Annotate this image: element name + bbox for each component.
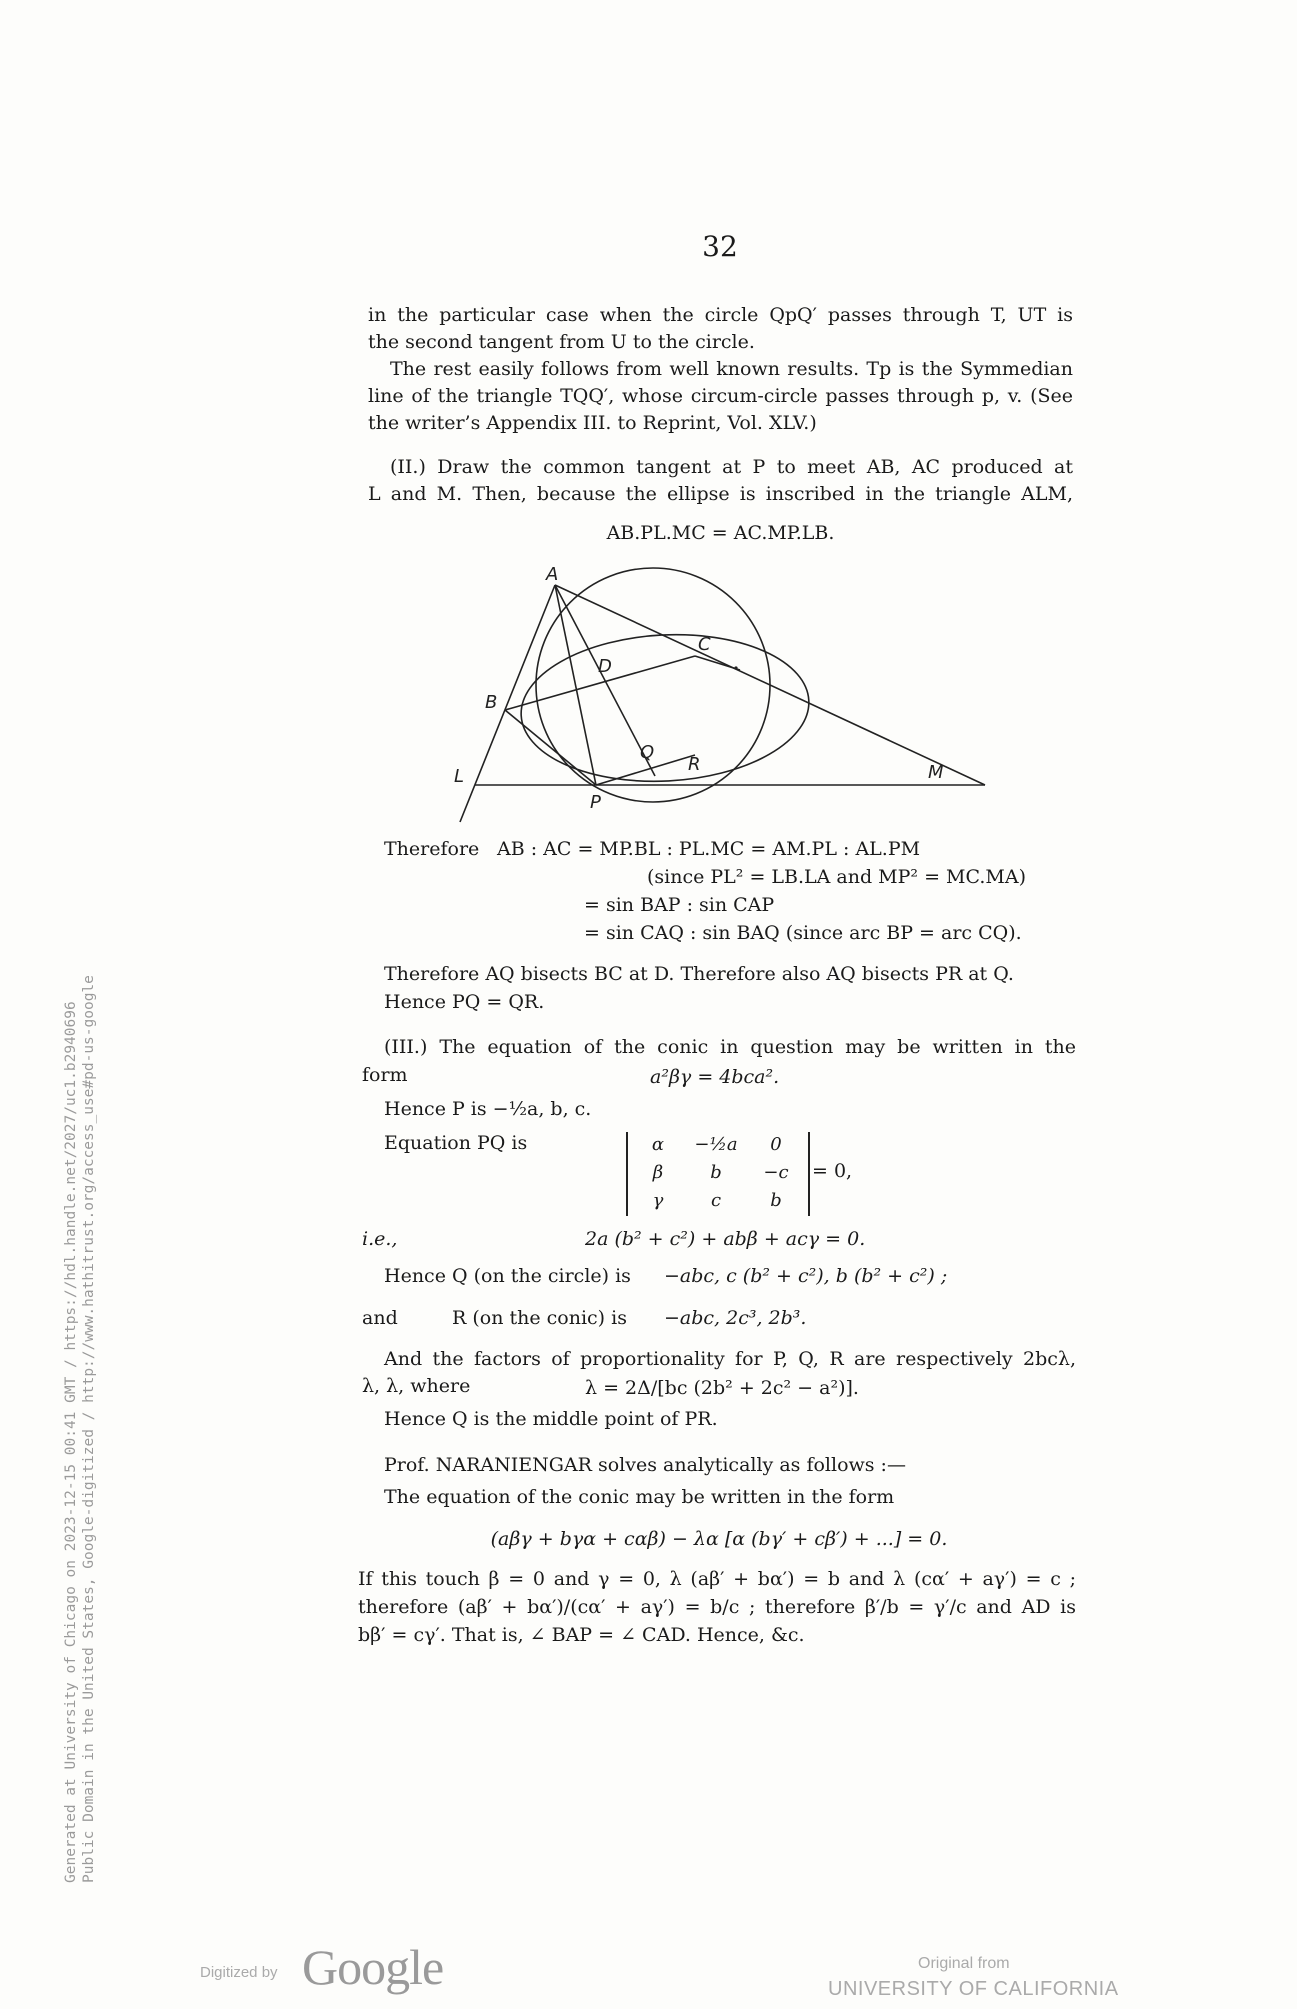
prof-line3: If this touch β = 0 and γ = 0, λ (aβ′ + bα′) = b and λ (cα′ + aγ′) = c ; <box>358 1568 1076 1590</box>
prof-line1: Prof. NARANIENGAR solves analytically as follows :— <box>384 1454 906 1476</box>
sidebar-line2: Public Domain in the United States, Google-digitized / http://www.hathitrust.org/access_use#pd-us-google <box>81 975 97 1883</box>
det-cell: 0 <box>770 1134 782 1155</box>
label-m: M <box>928 762 944 783</box>
det-cell: β <box>652 1162 664 1183</box>
r-label: R (on the conic) is <box>452 1307 627 1329</box>
label-a: A <box>546 564 559 585</box>
det-cell: α <box>651 1134 665 1155</box>
det-cell: c <box>710 1190 722 1211</box>
line-cm-short <box>695 656 740 670</box>
therefore-line4: = sin CAQ : sin BAQ (since arc BP = arc CQ). <box>584 922 1022 944</box>
prof-equation: (aβγ + bγα + cαβ) − λα [α (bγ′ + cβ′) + ...] = 0. <box>490 1528 948 1550</box>
det-cell: b <box>770 1190 782 1211</box>
prof-line5: bβ′ = cγ′. That is, ∠ BAP = ∠ CAD. Hence, &c. <box>358 1624 805 1646</box>
det-cell: b <box>710 1162 722 1183</box>
factors-line1: And the factors of proportionality for P, Q, R are respectively 2bcλ, <box>384 1348 1076 1370</box>
lambda-equation: λ = 2Δ/[bc (2b² + 2c² − a²)]. <box>585 1377 859 1399</box>
ie-equation: 2a (b² + c²) + abβ + acγ = 0. <box>585 1228 866 1250</box>
part2-equation: AB.PL.MC = AC.MP.LB. <box>606 522 835 544</box>
hence-q-values: −abc, c (b² + c²), b (b² + c²) ; <box>664 1265 948 1287</box>
page-number: 32 <box>702 230 738 263</box>
para2-line1: The rest easily follows from well known results. Tp is the Symmedian <box>390 358 1073 380</box>
hence-q-label: Hence Q (on the circle) is <box>384 1265 631 1287</box>
label-b: B <box>485 692 498 713</box>
line-ap <box>555 585 596 785</box>
para1-line1: in the particular case when the circle QpQ′ passes through T, UT is <box>368 304 1073 326</box>
label-d: D <box>598 656 612 677</box>
para2-line3: the writer’s Appendix III. to Reprint, Vol. XLV.) <box>368 412 817 434</box>
part3-form-eq: a²βγ = 4bca². <box>650 1066 780 1088</box>
therefore-line2: (since PL² = LB.LA and MP² = MC.MA) <box>647 866 1026 888</box>
google-logo: Google <box>302 1939 444 1995</box>
part2-line2: L and M. Then, because the ellipse is inscribed in the triangle ALM, <box>368 483 1073 505</box>
det-cell: γ <box>652 1190 664 1211</box>
point-dot <box>734 666 737 669</box>
part2-line1: (II.) Draw the common tangent at P to meet AB, AC produced at <box>390 456 1073 478</box>
r-values: −abc, 2c³, 2b³. <box>664 1307 807 1329</box>
determinant <box>626 1132 810 1216</box>
label-p: P <box>590 792 601 813</box>
prof-line2: The equation of the conic may be written in the form <box>384 1486 895 1508</box>
geometry-figure <box>440 560 1000 830</box>
bisect-line1: Therefore AQ bisects BC at D. Therefore also AQ bisects PR at Q. <box>384 963 1014 985</box>
therefore-line1: AB : AC = MP.BL : PL.MC = AM.PL : AL.PM <box>497 838 921 860</box>
digitized-by-label: Digitized by <box>200 1964 278 1981</box>
hence-p: Hence P is −½a, b, c. <box>384 1098 592 1120</box>
part3-line1: (III.) The equation of the conic in question may be written in the <box>384 1036 1076 1058</box>
determinant-rhs: = 0, <box>812 1160 853 1182</box>
equation-pq-label: Equation PQ is <box>384 1132 528 1154</box>
part3-form-word: form <box>362 1064 408 1086</box>
line-acm <box>555 585 985 785</box>
therefore-word: Therefore <box>384 838 480 860</box>
line-abl <box>460 585 555 822</box>
label-l: L <box>454 766 465 787</box>
hathitrust-sidebar <box>62 883 98 1883</box>
det-cell: −½a <box>694 1134 738 1155</box>
hence-middle-point: Hence Q is the middle point of PR. <box>384 1408 718 1430</box>
ie-label: i.e., <box>362 1228 398 1250</box>
label-q: Q <box>640 742 655 763</box>
para1-line2: the second tangent from U to the circle. <box>368 331 755 353</box>
para2-line2: line of the triangle TQQ′, whose circum-circle passes through p, v. (See <box>368 385 1073 407</box>
and-label: and <box>362 1307 398 1329</box>
label-c: C <box>698 634 711 655</box>
sidebar-line1: Generated at University of Chicago on 2023-12-15 00:41 GMT / https://hdl.handle.net/2027/uc1.b2940696 <box>63 1001 79 1883</box>
university-label: UNIVERSITY OF CALIFORNIA <box>828 1978 1119 2000</box>
label-r: R <box>688 754 701 775</box>
det-cell: −c <box>763 1162 789 1183</box>
factors-line2: λ, λ, where <box>362 1375 471 1397</box>
bisect-line2: Hence PQ = QR. <box>384 991 545 1013</box>
therefore-line3: = sin BAP : sin CAP <box>584 894 775 916</box>
prof-line4: therefore (aβ′ + bα′)/(cα′ + aγ′) = b/c ; therefore β′/b = γ′/c and AD is <box>358 1596 1076 1618</box>
original-from-label: Original from <box>918 1955 1010 1972</box>
